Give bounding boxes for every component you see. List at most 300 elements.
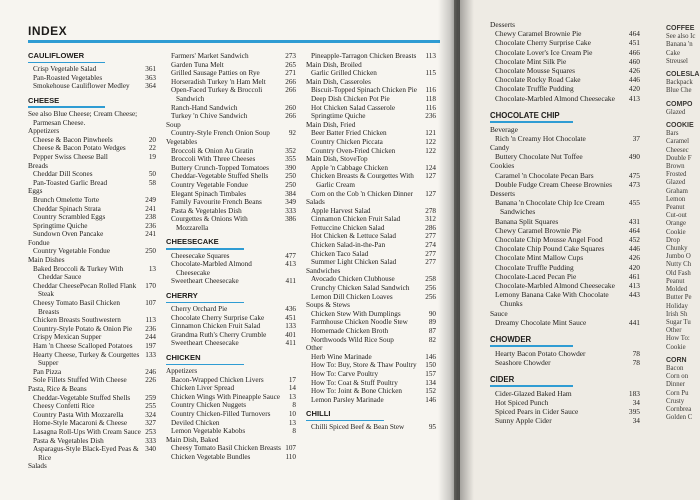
- entry-title: Desserts: [490, 188, 516, 198]
- index-entry: [28, 187, 156, 196]
- index-entry: [490, 29, 640, 38]
- entry-title: Eggs: [28, 187, 43, 196]
- entry-title: Main Dish, Baked: [166, 435, 219, 444]
- entry-page-number: 455: [628, 198, 640, 208]
- entry-page-number: 17: [288, 375, 296, 384]
- entry-page-number: 134: [425, 378, 436, 387]
- index-entry: [28, 437, 156, 446]
- entry-title: Chilli Spiced Beef & Bean Stew: [311, 423, 405, 432]
- index-entry: [490, 226, 640, 235]
- entry-page-number: 150: [425, 361, 436, 370]
- cropped-entry: See also Ic: [666, 33, 696, 41]
- index-entry: [306, 275, 436, 284]
- index-entry: [166, 104, 296, 113]
- entry-page-number: 265: [285, 60, 296, 69]
- entry-title: Salads: [28, 462, 47, 471]
- entry-page-number: 461: [628, 271, 640, 281]
- entry-title: Appetizers: [166, 367, 198, 376]
- entry-title: Chocolate Cherry Surprise Cake: [495, 38, 591, 48]
- index-entry: [306, 267, 436, 276]
- entry-title: Lemon Dill Chicken Loaves: [311, 292, 393, 301]
- entry-page-number: 413: [628, 93, 640, 103]
- entry-title: Lemon Vegetable Kabobs: [171, 427, 246, 436]
- entry-page-number: 170: [145, 281, 156, 290]
- index-entry: [28, 205, 156, 214]
- cropped-entry: Nutty Ch: [666, 261, 692, 269]
- entry-page-number: 460: [628, 56, 640, 66]
- entry-page-number: 363: [145, 73, 156, 82]
- index-entry: [490, 389, 640, 398]
- entry-title: Deep Dish Chicken Pot Pie: [311, 94, 390, 103]
- index-entry: [490, 217, 640, 226]
- entry-page-number: 384: [285, 189, 296, 198]
- entry-title: Country-Style Potato & Onion Pie: [33, 324, 133, 333]
- entry-page-number: 118: [425, 94, 436, 103]
- entry-title: Home-Style Macaroni & Cheese: [33, 419, 128, 428]
- cropped-entry: Irish Sh: [666, 310, 688, 318]
- entry-title: Banana 'n Chocolate Chip Ice Cream Sandwiches: [495, 198, 605, 217]
- entry-page-number: 413: [628, 280, 640, 290]
- entry-page-number: 411: [285, 277, 296, 286]
- index-entry: [306, 258, 436, 267]
- cropped-entry: Sugar Tu: [666, 318, 691, 326]
- entry-title: Summer Light Chicken Salad: [311, 258, 397, 267]
- index-entry: [166, 78, 296, 87]
- entry-title: Apple Harvest Salad: [311, 206, 371, 215]
- entry-title: Chocolate-Marbled Almond Cheesecake: [171, 260, 252, 277]
- index-entry: [490, 235, 640, 244]
- entry-title: Cheese & Bacon Pinwheels: [33, 135, 113, 144]
- entry-title: Chicken Stew With Dumplings: [311, 309, 401, 318]
- index-entry: [490, 349, 640, 358]
- entry-page-number: 127: [425, 189, 436, 198]
- cropped-entry: Bacon: [666, 364, 684, 372]
- index-entry: [28, 162, 156, 171]
- entry-title: Cheesy Confetti Rice: [33, 402, 95, 411]
- cropped-entry: Orange: [666, 220, 687, 228]
- entry-page-number: 464: [628, 29, 640, 39]
- entry-title: Turkey 'n Chive Sandwich: [171, 112, 248, 121]
- entry-page-number: 197: [145, 342, 156, 350]
- cropped-entry: Cookie: [666, 228, 686, 236]
- entry-title: Pan-Roasted Vegetables: [33, 73, 103, 82]
- index-entry: [28, 127, 156, 136]
- cropped-entry: Cut-out: [666, 212, 687, 220]
- index-entry: [28, 65, 156, 74]
- index-entry: [306, 353, 436, 362]
- entry-title: How To: Coat & Stuff Poultry: [311, 378, 398, 387]
- index-entry: [166, 215, 296, 232]
- entry-page-number: 259: [145, 393, 156, 402]
- entry-title: Chicken Salad-in-the-Pan: [311, 241, 386, 250]
- entry-page-number: 8: [292, 401, 296, 410]
- cropped-entry: Chunky: [666, 245, 688, 253]
- entry-page-number: 250: [285, 172, 296, 181]
- index-entry: [166, 367, 296, 376]
- cropped-entry: How To:: [666, 335, 690, 343]
- index-entry: [306, 284, 436, 293]
- entry-page-number: 352: [285, 146, 296, 155]
- cropped-entry: Streusel: [666, 57, 688, 65]
- entry-page-number: 324: [145, 410, 156, 419]
- cropped-entry: Glazed: [666, 108, 686, 116]
- index-entry: [166, 52, 296, 61]
- entry-page-number: 13: [148, 264, 156, 273]
- entry-title: Chicken Liver Spread: [171, 384, 235, 393]
- index-entry: [490, 84, 640, 93]
- entry-title: Chewy Caramel Brownie Pie: [495, 29, 582, 39]
- cropped-entry: Corn Pu: [666, 389, 689, 397]
- index-entry: [166, 86, 296, 103]
- entry-title: Chocolate Rocky Road Cake: [495, 75, 581, 85]
- section-rule: [28, 106, 105, 108]
- entry-title: Farmhouse Chicken Noodle Stew: [311, 318, 408, 327]
- entry-page-number: 355: [285, 155, 296, 164]
- entry-title: Hot Chicken & Lettuce Salad: [311, 232, 397, 241]
- index-entry: [28, 316, 156, 325]
- index-entry: [166, 444, 296, 453]
- entry-title: Family Favourite French Beans: [171, 198, 262, 207]
- entry-page-number: 95: [428, 423, 436, 432]
- entry-title: Springtime Quiche: [311, 112, 366, 121]
- entry-title: Homemade Chicken Broth: [311, 327, 389, 335]
- entry-page-number: 107: [145, 299, 156, 308]
- entry-page-number: 390: [285, 163, 296, 172]
- entry-title: Cinnamon Chicken Fruit Salad: [311, 215, 401, 224]
- cropped-entry: Cheesec: [666, 146, 689, 154]
- entry-title: Chocolate Cherry Surprise Cake: [171, 313, 265, 322]
- entry-page-number: 401: [285, 330, 296, 339]
- entry-title: Buttery Crunch-Topped Tomatoes: [171, 163, 269, 172]
- entry-page-number: 312: [425, 215, 436, 224]
- entry-page-number: 464: [628, 225, 640, 235]
- index-entry: [306, 327, 436, 336]
- entry-title: Courgettes & Onions With Mozzarella: [171, 215, 248, 232]
- entry-page-number: 258: [425, 275, 436, 284]
- entry-title: Chicken Breasts Southwestern: [33, 316, 121, 325]
- entry-title: Country Pasta With Mozzarella: [33, 410, 124, 419]
- index-entry: [490, 94, 640, 103]
- entry-title: Main Dishes: [28, 256, 65, 265]
- entry-page-number: 133: [285, 322, 296, 331]
- index-entry: [28, 445, 156, 462]
- entry-page-number: 490: [628, 152, 640, 162]
- index-entry: [28, 170, 156, 179]
- index-entry: [166, 252, 296, 261]
- entry-page-number: 361: [145, 65, 156, 74]
- entry-title: Other: [306, 344, 323, 353]
- entry-page-number: 246: [145, 367, 156, 376]
- index-entry: [306, 250, 436, 259]
- entry-title: Cookies: [490, 161, 515, 171]
- index-entry: [28, 342, 156, 351]
- index-entry: [306, 361, 436, 370]
- index-column-1: [28, 52, 156, 471]
- entry-title: Chocolate-Laced Pecan Pie: [495, 271, 577, 281]
- entry-page-number: 271: [285, 69, 296, 78]
- section-rule: [166, 248, 244, 250]
- cropped-entry: COFFEE: [666, 25, 695, 32]
- entry-page-number: 121: [425, 129, 436, 138]
- index-entry: [306, 147, 436, 156]
- index-column-3: [306, 52, 436, 432]
- index-entry: [28, 411, 156, 420]
- entry-page-number: 256: [425, 284, 436, 293]
- index-entry: [306, 164, 436, 173]
- index-entry: [166, 419, 296, 428]
- section-rule: [306, 420, 384, 422]
- entry-title: Chicken Breasts & Courgettes With Garlic Cream: [311, 172, 414, 189]
- entry-page-number: 241: [145, 204, 156, 213]
- entry-title: Lemon Parsley Marinade: [311, 395, 384, 404]
- entry-page-number: 19: [148, 152, 156, 161]
- entry-title: Beverage: [490, 124, 518, 134]
- entry-page-number: 226: [145, 376, 156, 385]
- entry-title: Banana Split Squares: [495, 216, 559, 226]
- entry-page-number: 466: [628, 47, 640, 57]
- entry-page-number: 266: [285, 86, 296, 95]
- entry-page-number: 273: [285, 52, 296, 60]
- cropped-entry: Caramel: [666, 138, 690, 146]
- index-entry: [166, 410, 296, 419]
- entry-title: Breads: [28, 161, 48, 170]
- entry-page-number: 255: [145, 402, 156, 411]
- entry-page-number: 14: [288, 384, 296, 393]
- entry-page-number: 13: [288, 392, 296, 401]
- index-entry: [306, 379, 436, 388]
- entry-title: Buttery Chocolate Nut Toffee: [495, 152, 583, 162]
- entry-title: Hearty Cheese, Turkey & Courgettes Supper: [33, 350, 140, 368]
- entry-title: Pineapple-Tarragon Chicken Breasts: [311, 52, 417, 60]
- entry-title: Springtime Quiche: [33, 221, 88, 230]
- entry-title: Chicken Taco Salad: [311, 249, 369, 258]
- entry-title: Cheesy Tomato Basil Chicken Breasts: [33, 299, 120, 316]
- entry-page-number: 327: [145, 419, 156, 428]
- cropped-entry: Molded: [666, 286, 688, 294]
- index-entry: [28, 462, 156, 471]
- cropped-entry: Old Fash: [666, 269, 691, 277]
- index-entry: [28, 376, 156, 385]
- index-entry: [490, 281, 640, 290]
- entry-title: Sweetheart Cheesecake: [171, 277, 239, 286]
- cropped-entry: COLESLA: [666, 71, 700, 79]
- index-entry: [306, 78, 436, 87]
- entry-title: Cider-Glazed Baked Ham: [495, 388, 572, 398]
- entry-page-number: 431: [628, 216, 640, 226]
- index-column-4: [490, 20, 640, 426]
- index-entry: [28, 196, 156, 205]
- index-entry: [490, 198, 640, 216]
- index-entry: [28, 419, 156, 428]
- entry-page-number: 266: [285, 112, 296, 121]
- index-entry: [28, 110, 156, 127]
- entry-page-number: 116: [425, 103, 436, 112]
- index-entry: [28, 265, 156, 282]
- entry-page-number: 266: [285, 77, 296, 86]
- index-column-5-partial: [666, 20, 700, 422]
- cropped-entry: Golden C: [666, 414, 693, 422]
- index-entry: [306, 336, 436, 345]
- entry-title: Cheddar Dill Scones: [33, 170, 93, 179]
- index-entry: [490, 253, 640, 262]
- index-entry: [306, 423, 436, 432]
- index-entry: [490, 407, 640, 416]
- cropped-entry: Other: [666, 327, 682, 335]
- entry-title: Seashore Chowder: [495, 357, 551, 367]
- entry-title: How To: Buy, Store & Thaw Poultry: [311, 361, 417, 370]
- cropped-entry: Peanut: [666, 204, 685, 212]
- index-entry: [166, 331, 296, 340]
- index-entry: [306, 301, 436, 310]
- entry-title: Pasta & Vegetables Dish: [171, 206, 242, 215]
- entry-title: Spiced Pears in Cider Sauce: [495, 407, 579, 417]
- entry-page-number: 443: [628, 290, 640, 300]
- index-entry: [166, 190, 296, 199]
- index-entry: [28, 428, 156, 437]
- title-rule: [28, 40, 440, 43]
- index-entry: [306, 112, 436, 121]
- entry-page-number: 113: [145, 316, 156, 325]
- entry-page-number: 22: [148, 144, 156, 153]
- index-entry: [306, 241, 436, 250]
- cropped-entry: Frosted: [666, 171, 687, 179]
- index-entry: [306, 293, 436, 302]
- index-entry: [166, 384, 296, 393]
- section-heading: CHOCOLATE CHIP: [490, 110, 560, 120]
- index-entry: [166, 453, 296, 462]
- index-entry: [490, 309, 640, 318]
- entry-page-number: 452: [628, 234, 640, 244]
- index-entry: [28, 282, 156, 299]
- entry-title: Corn on the Cob 'n Chicken Dinner: [311, 189, 413, 198]
- entry-page-number: 277: [425, 258, 436, 267]
- index-entry: [306, 86, 436, 95]
- entry-title: Country Scrambled Eggs: [33, 213, 106, 222]
- index-entry: [166, 393, 296, 402]
- entry-title: Biscuit-Topped Spinach Chicken Pie: [311, 86, 417, 95]
- section-heading: CIDER: [490, 375, 515, 385]
- entry-title: Double Fudge Cream Cheese Brownies: [495, 179, 612, 189]
- entry-page-number: 122: [425, 137, 436, 146]
- entry-title: Candy: [490, 142, 510, 152]
- index-entry: [28, 247, 156, 256]
- index-entry: [306, 396, 436, 405]
- entry-page-number: 473: [628, 179, 640, 189]
- entry-title: Rich 'n Creamy Hot Chocolate: [495, 133, 586, 143]
- index-entry: [28, 325, 156, 334]
- index-entry: [490, 152, 640, 161]
- entry-title: Cheddar-Vegetable Stuffed Shells: [33, 393, 131, 402]
- entry-title: Chocolate-Marbled Almond Cheesecake: [495, 93, 615, 103]
- index-entry: [306, 61, 436, 70]
- entry-title: How To: Carve Poultry: [311, 369, 379, 378]
- entry-page-number: 78: [632, 357, 640, 367]
- entry-title: Cheesecake Squares: [171, 251, 230, 260]
- cropped-entry: Lemon: [666, 195, 686, 203]
- index-entry: [28, 144, 156, 153]
- cropped-entry: Crusty: [666, 397, 685, 405]
- entry-title: Country Oven-Fried Chicken: [311, 146, 396, 155]
- entry-title: Pan Pizza: [33, 367, 62, 376]
- entry-title: Salads: [306, 198, 325, 207]
- entry-title: Chocolate Chip Pound Cake Squares: [495, 244, 605, 254]
- entry-page-number: 152: [425, 387, 436, 396]
- index-entry: [306, 172, 436, 189]
- index-entry: [166, 147, 296, 156]
- cropped-entry: Corn on: [666, 373, 689, 381]
- entry-page-number: 420: [628, 84, 640, 94]
- entry-page-number: 333: [145, 436, 156, 445]
- entry-page-number: 426: [628, 66, 640, 76]
- entry-page-number: 420: [628, 262, 640, 272]
- index-entry: [166, 277, 296, 286]
- entry-title: Grilled Sausage Patties on Rye: [171, 69, 260, 78]
- entry-title: Herb Wine Marinade: [311, 352, 372, 361]
- entry-page-number: 87: [428, 327, 436, 335]
- index-entry: [306, 52, 436, 61]
- cropped-entry: Double F: [666, 154, 692, 162]
- index-entry: [306, 198, 436, 207]
- entry-page-number: 451: [285, 313, 296, 322]
- index-entry: [306, 232, 436, 241]
- entry-page-number: 113: [425, 52, 436, 60]
- index-entry: [490, 416, 640, 425]
- entry-title: Crisp Vegetable Salad: [33, 65, 97, 74]
- entry-title: Hearty Bacon Potato Chowder: [495, 348, 586, 358]
- index-entry: [306, 318, 436, 327]
- entry-title: Broccoli & Onion Au Gratin: [171, 146, 254, 155]
- entry-page-number: 441: [628, 317, 640, 327]
- entry-page-number: 50: [148, 170, 156, 179]
- entry-title: Cinnamon Chicken Fruit Salad: [171, 322, 261, 331]
- entry-page-number: 8: [292, 427, 296, 436]
- section-heading: CAULIFLOWER: [28, 51, 85, 60]
- entry-title: Smokehouse Cauliflower Medley: [33, 82, 130, 91]
- entry-page-number: 34: [632, 416, 640, 426]
- entry-title: Open-Faced Turkey & Broccoli Sandwich: [171, 86, 263, 103]
- entry-page-number: 446: [628, 75, 640, 85]
- index-entry: [166, 260, 296, 277]
- entry-title: Sandwiches: [306, 266, 341, 275]
- index-entry: [306, 95, 436, 104]
- entry-title: Chocolate Truffle Pudding: [495, 262, 574, 272]
- entry-title: Lasagna Roll-Ups With Cream Sauce: [33, 427, 141, 436]
- entry-page-number: 115: [425, 69, 436, 78]
- cropped-entry: Backpack: [666, 79, 693, 87]
- index-entry: [490, 66, 640, 75]
- entry-title: Sundown Oven Pancake: [33, 230, 104, 239]
- entry-title: Brunch Omelette Torte: [33, 195, 100, 204]
- section-heading: CHERRY: [166, 290, 198, 300]
- entry-title: Dreamy Chocolate Mint Sauce: [495, 317, 587, 327]
- cropped-entry: Peanut: [666, 277, 685, 285]
- entry-page-number: 127: [425, 172, 436, 181]
- index-entry: [166, 198, 296, 207]
- cropped-entry: Banana 'n: [666, 41, 693, 49]
- section-heading: CHICKEN: [166, 353, 201, 362]
- entry-page-number: 349: [285, 198, 296, 207]
- index-entry: [166, 181, 296, 190]
- index-entry: [166, 427, 296, 436]
- entry-page-number: 236: [145, 324, 156, 333]
- entry-page-number: 411: [285, 339, 296, 348]
- index-entry: [306, 190, 436, 199]
- entry-title: Crunchy Chicken Salad Sandwich: [311, 284, 410, 293]
- index-entry: [28, 333, 156, 342]
- index-entry: [490, 161, 640, 170]
- entry-page-number: 107: [285, 444, 296, 453]
- index-entry: [166, 129, 296, 138]
